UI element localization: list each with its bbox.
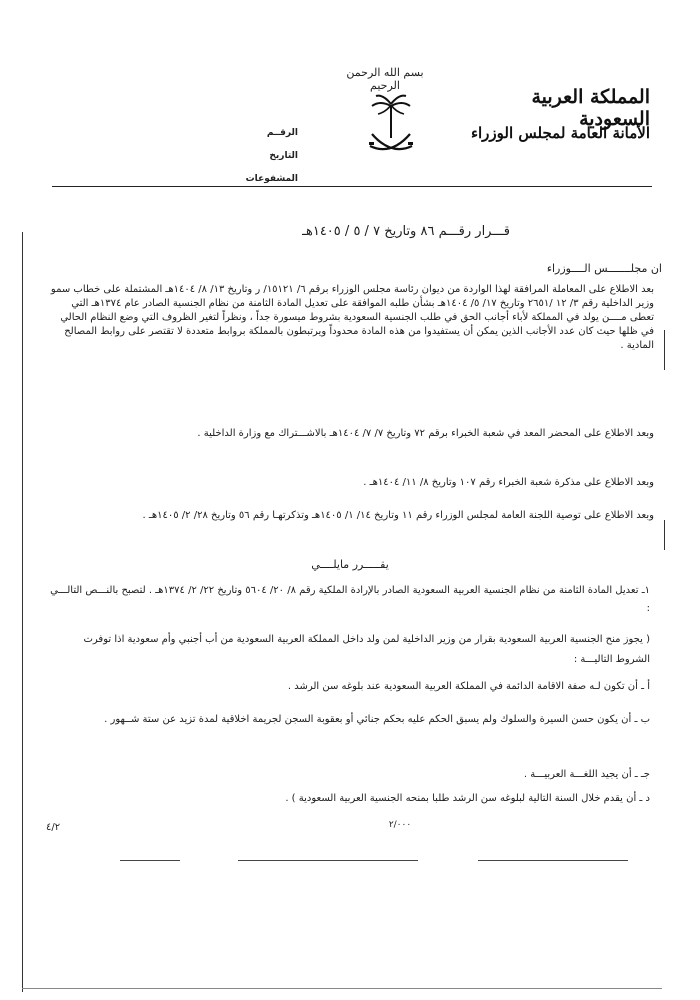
left-margin-line — [22, 232, 23, 992]
saudi-emblem-icon — [366, 92, 416, 162]
condition-d: د ـ أن يقدم خلال السنة التالية لبلوغه سن الرشد طلبا بمنحه الجنسية العربية السعودية ) . — [285, 793, 650, 804]
paragraph-2: وبعد الاطلاع على المحضر المعد في شعبة الخبراء برقم ٧٢ وتاريخ ٧/ ٧/ ١٤٠٤هـ بالاشـــتراك مع وزارة الداخلية . — [197, 428, 654, 439]
paragraph-4: وبعد الاطلاع على توصية اللجنة العامة لمجلس الوزراء رقم ١١ وتاريخ ١٤/ ١/ ١٤٠٥هـ وتذكرتهـا رقم ٥٦ وتاريخ ٢٨/ ٢/ ١٤٠٥هـ . — [142, 510, 654, 521]
kingdom-title: المملكة العربية السعودية — [531, 86, 650, 130]
page-marker: ٢/٠٠٠ — [388, 820, 412, 830]
bottom-edge-line — [22, 988, 662, 989]
resolution-heading: يقـــــرر مايلــــي — [311, 558, 389, 571]
right-margin-mark — [664, 330, 665, 370]
council-heading: ان مجلـــــــس الــــوزراء — [546, 262, 662, 275]
condition-b: ب ـ أن يكون حسن السيرة والسلوك ولم يسبق الحكم عليه بحكم جنائي أو بعقوبة السجن لجريمة اخلاقية لمدة تزيد عن ستة شــهور . — [104, 714, 650, 725]
resolution-item-1: ١ـ تعديل المادة الثامنة من نظام الجنسية العربية السعودية الصادر بالإرادة الملكية رقم ٨/ ٢٠/ ٥٦٠٤ وتاريخ ٢٢/ ٢/ ١٣٧٤هـ . لتصبح بالنـــص التالـــي : — [50, 585, 650, 614]
header-divider — [52, 186, 652, 187]
condition-a: أ ـ أن تكون لـه صفة الاقامة الدائمة في المملكة العربية السعودية عند بلوغه سن الرشد . — [287, 681, 650, 692]
footer-rule-right — [478, 860, 628, 861]
page-count: ٤/٢ — [46, 822, 61, 833]
date-label: التاريخ — [269, 151, 298, 161]
footer-rule-center — [238, 860, 418, 861]
secretariat-title: الأمانة العامة لمجلس الوزراء — [470, 124, 650, 142]
resolution-quote: ( يجوز منح الجنسية العربية السعودية بقرار من وزير الداخلية لمن ولد داخل المملكة العربية السعودية من أب أجنبي وأم سعودية اذا توفرت الشروط التاليـــة : — [83, 634, 650, 665]
condition-c: جـ ـ أن يجيد اللغـــة العربيـــة . — [523, 769, 650, 780]
decision-title: قـــرار رقـــم ٨٦ وتاريخ ٧ / ٥ / ١٤٠٥هـ — [302, 224, 510, 239]
footer-rule-left — [120, 860, 180, 861]
paragraph-3: وبعد الاطلاع على مذكرة شعبة الخبراء رقم ١٠٧ وتاريخ ٨/ ١١/ ١٤٠٤هـ . — [363, 477, 654, 488]
right-margin-mark-2 — [664, 520, 665, 550]
attachments-label: المشفوعات — [245, 174, 298, 184]
paragraph-1: بعد الاطلاع على المعاملة المرافقة لهذا الواردة من ديوان رئاسة مجلس الوزراء برقم ٦/ ١٥١٢١/ ر وتاريخ ١٣/ ٨/ ١٤٠٤هـ المشتملة على خطاب سمو وزير الداخلية رقم ٣/ ١٢ /٢٦٥١ وتاريخ ١٧/ ٥/ ١٤٠٤هـ بشأن طلبه الموافقة على تعديل المادة الثامنة من نظام الجنسية الصادر عام ١٣٧٤هـ التي تعطى مــــن يولد في المملكة لأباء أجانب الحق في طلب الجنسية السعودية بشروط ميسورة جداً ، ونظراً لتغير الظروف التي وضع النظام الحالي في ظلها حيث كان عدد الأجانب الذين يمكن أن يستفيدوا من هذه المادة محدوداً ويرتبطون بالمملكة بروابط متعددة لا تقتصر على روابط المصالح المادية . — [50, 284, 654, 351]
basmala: بسم الله الرحمن الرحيم — [346, 66, 424, 92]
number-label: الرقــم — [266, 128, 298, 138]
